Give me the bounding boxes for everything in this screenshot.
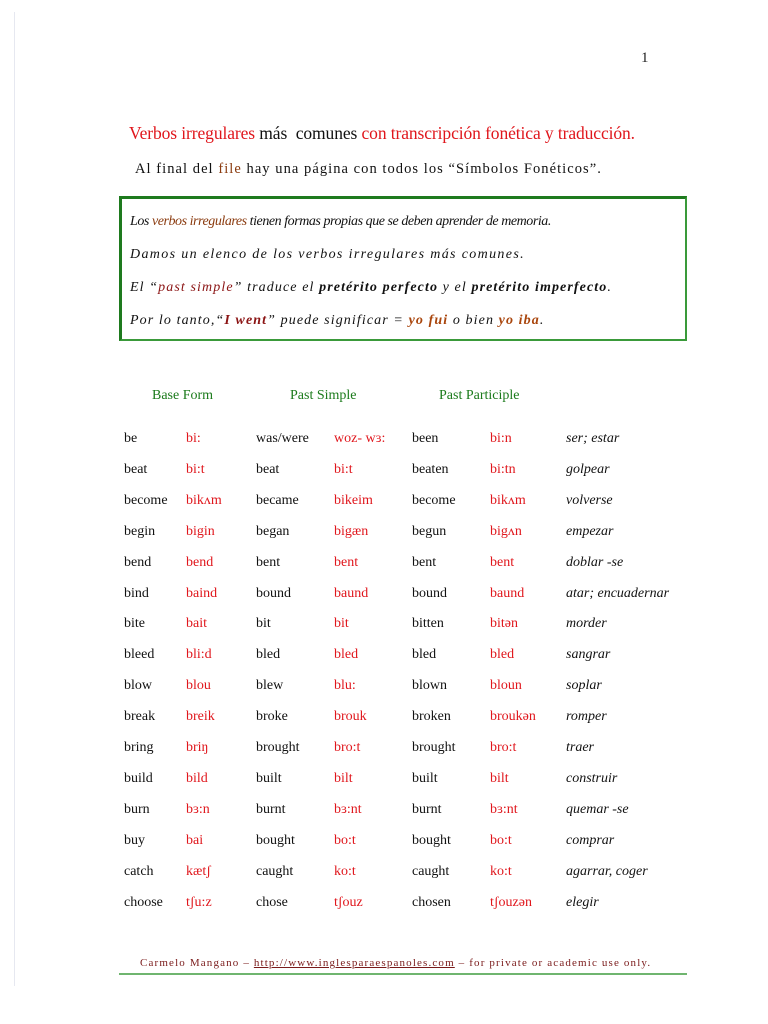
subtitle-after: hay una página con todos los “Símbolos Fonéticos”. xyxy=(241,161,602,177)
base-phonetic-cell: bi: xyxy=(186,431,201,446)
text: . xyxy=(539,313,545,328)
past-simple-cell: bought xyxy=(256,832,295,848)
footer-rest: – for private or academic use only. xyxy=(454,957,652,969)
past-simple-phonetic-cell: bɜ:nt xyxy=(334,801,362,817)
past-simple-cell: caught xyxy=(256,863,294,879)
info-line-2: Damos un elenco de los verbos irregulares más comunes. xyxy=(130,247,525,262)
past-simple-phonetic-cell: tʃouz xyxy=(334,894,363,910)
past-simple-phonetic-cell: blu: xyxy=(334,678,356,694)
table-row xyxy=(0,678,768,698)
table-row xyxy=(0,431,768,451)
translation-cell: atar; encuadernar xyxy=(566,585,670,601)
past-simple-cell: burnt xyxy=(256,801,286,817)
past-participle-phonetic-cell: bɜ:nt xyxy=(490,801,518,817)
past-simple-cell: brought xyxy=(256,740,300,755)
base-form-cell: build xyxy=(124,770,153,786)
past-simple-cell: bit xyxy=(256,616,271,632)
translation-cell: morder xyxy=(566,616,607,632)
subtitle xyxy=(135,161,602,178)
highlight: yo iba xyxy=(498,313,540,328)
title-part-1: Verbos irregulares xyxy=(129,123,255,143)
past-participle-cell: built xyxy=(412,770,438,786)
past-participle-phonetic-cell: bilt xyxy=(490,770,509,786)
table-row xyxy=(0,586,768,606)
past-simple-cell: beat xyxy=(256,461,280,477)
table-row xyxy=(0,555,768,575)
info-box xyxy=(119,196,687,341)
table-row xyxy=(0,802,768,822)
base-form-cell: bend xyxy=(124,554,152,570)
past-simple-phonetic-cell: bigæn xyxy=(334,523,369,539)
highlight: I went xyxy=(224,313,268,328)
table-row xyxy=(0,864,768,884)
info-line-3 xyxy=(130,280,612,296)
past-simple-cell: became xyxy=(256,492,299,508)
past-participle-cell: caught xyxy=(412,863,450,879)
translation-cell: ser; estar xyxy=(566,431,620,446)
past-participle-phonetic-cell: bro:t xyxy=(490,740,517,755)
past-simple-phonetic-cell: bit xyxy=(334,616,349,632)
past-simple-cell: broke xyxy=(256,709,288,725)
title-part-2: más comunes xyxy=(255,123,362,143)
text: ” puede significar = xyxy=(267,313,409,328)
past-simple-phonetic-cell: bent xyxy=(334,554,359,570)
base-phonetic-cell: briŋ xyxy=(186,740,209,755)
translation-cell: construir xyxy=(566,770,618,786)
past-simple-phonetic-cell: bo:t xyxy=(334,832,356,848)
header-past-participle: Past Participle xyxy=(439,388,520,403)
past-participle-phonetic-cell: bi:n xyxy=(490,431,512,446)
past-simple-cell: began xyxy=(256,523,290,539)
past-participle-phonetic-cell: bikʌm xyxy=(490,492,526,508)
base-phonetic-cell: bend xyxy=(186,554,214,570)
base-form-cell: break xyxy=(124,709,156,725)
past-simple-phonetic-cell: bilt xyxy=(334,770,353,786)
base-phonetic-cell: bikʌm xyxy=(186,492,222,508)
past-participle-phonetic-cell: tʃouzən xyxy=(490,894,532,910)
bold-term: pretérito imperfecto xyxy=(471,280,608,295)
past-participle-phonetic-cell: ko:t xyxy=(490,863,512,879)
base-phonetic-cell: bigin xyxy=(186,523,215,539)
translation-cell: quemar -se xyxy=(566,801,629,817)
past-participle-cell: blown xyxy=(412,678,447,694)
subtitle-highlight: file xyxy=(218,161,242,177)
table-row xyxy=(0,771,768,791)
base-form-cell: begin xyxy=(124,523,156,539)
past-participle-cell: brought xyxy=(412,740,456,755)
highlight: past simple xyxy=(158,280,234,295)
past-simple-phonetic-cell: brouk xyxy=(334,709,367,725)
footer xyxy=(140,957,651,969)
past-participle-phonetic-cell: bitən xyxy=(490,616,518,632)
base-form-cell: bleed xyxy=(124,647,155,663)
past-simple-phonetic-cell: bro:t xyxy=(334,740,361,755)
translation-cell: golpear xyxy=(566,461,610,477)
base-form-cell: bind xyxy=(124,585,149,601)
past-simple-cell: bent xyxy=(256,554,281,570)
past-participle-cell: bent xyxy=(412,554,437,570)
text: tienen formas propias que se deben aprender de memoria. xyxy=(246,214,551,229)
past-participle-phonetic-cell: bo:t xyxy=(490,832,512,848)
text: y el xyxy=(438,280,472,295)
past-simple-cell: was/were xyxy=(256,431,309,446)
past-simple-phonetic-cell: baund xyxy=(334,585,369,601)
translation-cell: comprar xyxy=(566,832,615,848)
text: . xyxy=(607,280,612,295)
base-phonetic-cell: tʃu:z xyxy=(186,894,212,910)
info-line-1 xyxy=(130,214,551,230)
past-participle-phonetic-cell: bled xyxy=(490,647,515,663)
base-form-cell: become xyxy=(124,492,168,508)
past-simple-phonetic-cell: bi:t xyxy=(334,461,353,477)
translation-cell: agarrar, coger xyxy=(566,863,648,879)
base-phonetic-cell: baind xyxy=(186,585,218,601)
table-row xyxy=(0,616,768,636)
base-form-cell: beat xyxy=(124,461,148,477)
translation-cell: doblar -se xyxy=(566,554,624,570)
base-form-cell: blow xyxy=(124,678,152,694)
table-row xyxy=(0,524,768,544)
past-simple-cell: bound xyxy=(256,585,291,601)
table-row xyxy=(0,833,768,853)
past-participle-cell: bitten xyxy=(412,616,444,632)
past-simple-cell: chose xyxy=(256,894,288,910)
header-past-simple: Past Simple xyxy=(290,388,357,403)
text: El “ xyxy=(130,280,159,295)
base-form-cell: burn xyxy=(124,801,150,817)
base-phonetic-cell: bɜ:n xyxy=(186,801,210,817)
translation-cell: romper xyxy=(566,709,607,725)
base-phonetic-cell: bli:d xyxy=(186,647,212,663)
past-participle-cell: become xyxy=(412,492,456,508)
table-row xyxy=(0,895,768,915)
past-participle-phonetic-cell: bent xyxy=(490,554,515,570)
past-simple-phonetic-cell: woz- wɜ: xyxy=(334,431,386,446)
title-part-3: con transcripción fonética y traducción. xyxy=(361,123,635,143)
base-phonetic-cell: bi:t xyxy=(186,461,205,477)
page-number: 1 xyxy=(641,50,649,66)
text: Por lo tanto,“ xyxy=(130,313,225,328)
past-simple-cell: built xyxy=(256,770,282,786)
past-participle-cell: chosen xyxy=(412,894,451,910)
footer-author: Carmelo Mangano – xyxy=(140,957,254,969)
subtitle-before: Al final del xyxy=(135,161,219,177)
translation-cell: soplar xyxy=(566,678,602,694)
base-phonetic-cell: bai xyxy=(186,832,204,848)
translation-cell: empezar xyxy=(566,523,614,539)
past-participle-cell: broken xyxy=(412,709,451,725)
past-participle-cell: burnt xyxy=(412,801,442,817)
translation-cell: elegir xyxy=(566,894,599,910)
base-phonetic-cell: breik xyxy=(186,709,215,725)
bold-term: pretérito perfecto xyxy=(319,280,439,295)
base-phonetic-cell: bait xyxy=(186,616,207,632)
text: o bien xyxy=(448,313,499,328)
info-line-4 xyxy=(130,313,544,329)
past-participle-cell: bled xyxy=(412,647,437,663)
past-participle-cell: bound xyxy=(412,585,447,601)
past-simple-cell: bled xyxy=(256,647,281,663)
translation-cell: traer xyxy=(566,740,594,755)
page-title xyxy=(129,123,635,144)
base-phonetic-cell: kætʃ xyxy=(186,863,211,879)
footer-divider xyxy=(119,973,687,975)
translation-cell: sangrar xyxy=(566,647,611,663)
base-phonetic-cell: bild xyxy=(186,770,208,786)
past-participle-phonetic-cell: broukən xyxy=(490,709,536,725)
base-form-cell: be xyxy=(124,431,138,446)
past-simple-phonetic-cell: ko:t xyxy=(334,863,356,879)
base-form-cell: bite xyxy=(124,616,145,632)
base-form-cell: catch xyxy=(124,863,154,879)
base-form-cell: bring xyxy=(124,740,154,755)
highlight: yo fui xyxy=(408,313,449,328)
past-participle-cell: bought xyxy=(412,832,451,848)
table-row xyxy=(0,493,768,513)
past-participle-phonetic-cell: bigʌn xyxy=(490,523,522,539)
past-simple-phonetic-cell: bled xyxy=(334,647,359,663)
table-row xyxy=(0,709,768,729)
past-participle-phonetic-cell: bloun xyxy=(490,678,522,694)
base-form-cell: buy xyxy=(124,832,145,848)
footer-link[interactable]: http://www.inglesparaespanoles.com xyxy=(253,957,455,969)
past-participle-cell: been xyxy=(412,431,439,446)
table-row xyxy=(0,462,768,482)
header-base-form: Base Form xyxy=(152,388,214,403)
base-phonetic-cell: blou xyxy=(186,678,211,694)
table-row xyxy=(0,647,768,667)
past-simple-phonetic-cell: bikeim xyxy=(334,492,373,508)
table-row xyxy=(0,740,768,760)
past-participle-cell: begun xyxy=(412,523,447,539)
translation-cell: volverse xyxy=(566,492,613,508)
base-form-cell: choose xyxy=(124,894,163,910)
past-participle-phonetic-cell: baund xyxy=(490,585,525,601)
past-participle-cell: beaten xyxy=(412,461,449,477)
past-simple-cell: blew xyxy=(256,678,284,694)
text: ” traduce el xyxy=(233,280,320,295)
text: Los xyxy=(130,214,152,229)
past-participle-phonetic-cell: bi:tn xyxy=(490,461,516,477)
highlight: verbos irregulares xyxy=(151,214,247,229)
